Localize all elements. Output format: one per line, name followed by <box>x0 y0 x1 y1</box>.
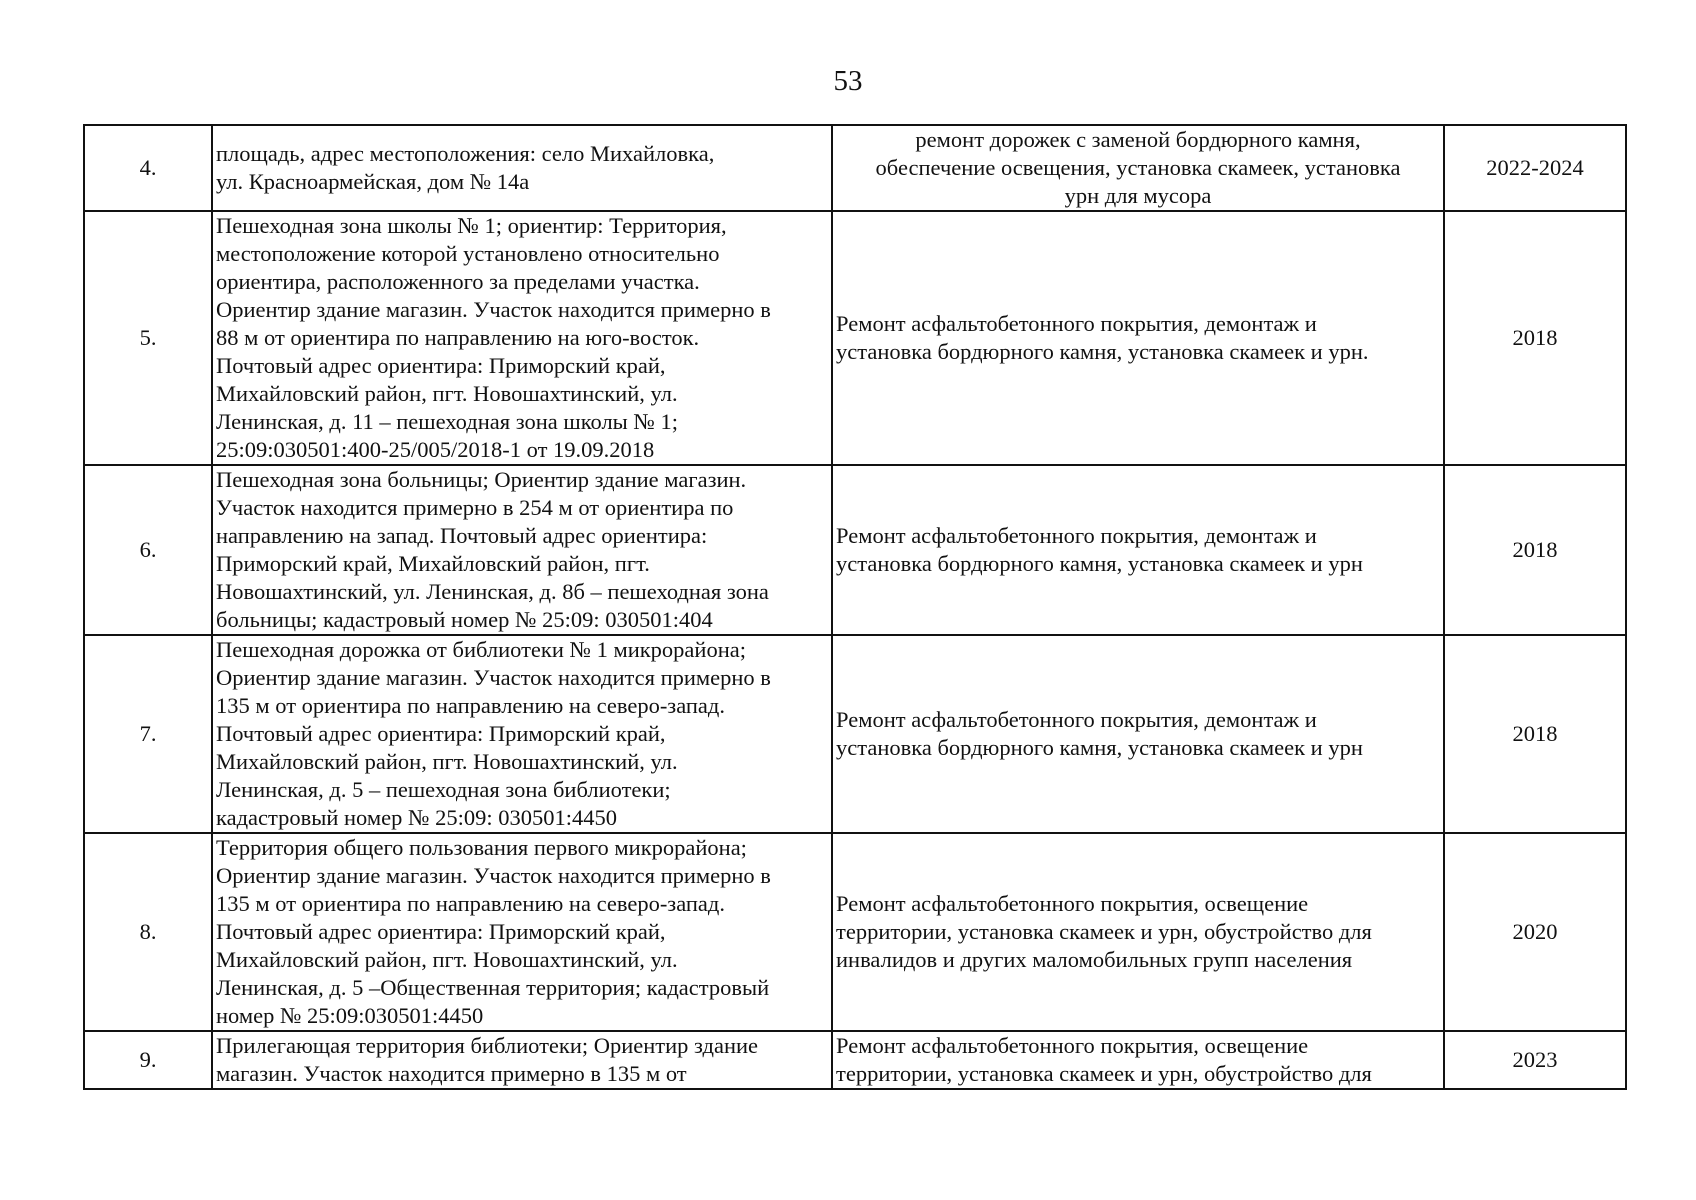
works-text: ремонт дорожек с заменой бордюрного камня, обеспечение освещения, установка скамеек, установка урн для мусора <box>875 127 1401 208</box>
row-number: 4. <box>84 125 212 211</box>
row-number: 8. <box>84 833 212 1031</box>
location-text: площадь, адрес местоположения: село Михайловка, ул. Красноармейская, дом № 14а <box>216 141 715 194</box>
location-text: Прилегающая территория библиотеки; Ориентир здание магазин. Участок находится примерно в 135 м от <box>216 1033 759 1086</box>
year-cell: 2018 <box>1444 465 1626 635</box>
row-number: 7. <box>84 635 212 833</box>
year-cell: 2022-2024 <box>1444 125 1626 211</box>
row-number: 6. <box>84 465 212 635</box>
table-row <box>84 125 1626 211</box>
location-text: Территория общего пользования первого микрорайона; Ориентир здание магазин. Участок находится примерно в 135 м от ориентира по направлению на северо-запад. Почтовый адрес ориентира: Приморский край, Михайловский район, пгт. Новошахтинский, ул. Ленинская, д. 5 –Общественная территория; кадастровый номер № 25:09:030501:4450 <box>216 835 771 1028</box>
works-text: Ремонт асфальтобетонного покрытия, демонтаж и установка бордюрного камня, установка скамеек и урн <box>836 523 1363 576</box>
works-table <box>83 124 1627 1090</box>
year-cell: 2018 <box>1444 211 1626 465</box>
location-text: Пешеходная зона больницы; Ориентир здание магазин. Участок находится примерно в 254 м от ориентира по направлению на запад. Почтовый адрес ориентира: Приморский край, Михайловский район, пгт. Новошахтинский, ул. Ленинская, д. 8б – пешеходная зона больницы; кадастровый номер № 25:09: 030501:404 <box>216 467 769 632</box>
works-text: Ремонт асфальтобетонного покрытия, демонтаж и установка бордюрного камня, установка скамеек и урн <box>836 707 1363 760</box>
table-row <box>84 465 1626 635</box>
page-number: 53 <box>833 65 863 97</box>
row-number: 9. <box>84 1031 212 1089</box>
table-row <box>84 635 1626 833</box>
year-cell: 2018 <box>1444 635 1626 833</box>
works-text: Ремонт асфальтобетонного покрытия, освещение территории, установка скамеек и урн, обустройство для <box>836 1033 1372 1086</box>
table-row <box>84 833 1626 1031</box>
works-text: Ремонт асфальтобетонного покрытия, освещение территории, установка скамеек и урн, обустройство для инвалидов и других маломобильных групп населения <box>836 891 1372 972</box>
table-row <box>84 1031 1626 1089</box>
year-cell: 2020 <box>1444 833 1626 1031</box>
row-number: 5. <box>84 211 212 465</box>
location-text: Пешеходная зона школы № 1; ориентир: Территория, местоположение которой установлено относительно ориентира, расположенного за пределами участка. Ориентир здание магазин. Участок находится примерно в 88 м от ориентира по направлению на юго-восток. Почтовый адрес ориентира: Приморский край, Михайловский район, пгт. Новошахтинский, ул. Ленинская, д. 11 – пешеходная зона школы № 1; 25:09:030501:400-25/005/2018-1 от 19.09.2018 <box>216 213 771 462</box>
works-text: Ремонт асфальтобетонного покрытия, демонтаж и установка бордюрного камня, установка скамеек и урн. <box>836 311 1369 364</box>
year-cell: 2023 <box>1444 1031 1626 1089</box>
location-text: Пешеходная дорожка от библиотеки № 1 микрорайона; Ориентир здание магазин. Участок находится примерно в 135 м от ориентира по направлению на северо-запад. Почтовый адрес ориентира: Приморский край, Михайловский район, пгт. Новошахтинский, ул. Ленинская, д. 5 – пешеходная зона библиотеки; кадастровый номер № 25:09: 030501:4450 <box>216 637 771 830</box>
table-row <box>84 211 1626 465</box>
